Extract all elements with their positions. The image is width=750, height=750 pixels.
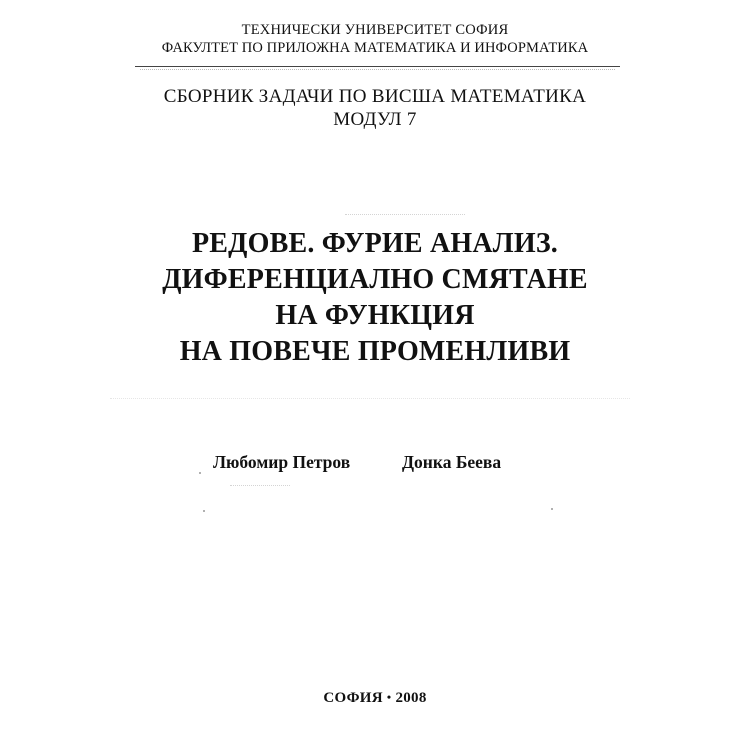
header-divider: [135, 66, 620, 67]
imprint-year: 2008: [395, 690, 427, 706]
scan-speck: [551, 508, 553, 510]
book-title-line-3: НА ФУНКЦИЯ: [275, 300, 475, 331]
book-title-line-4: НА ПОВЕЧЕ ПРОМЕНЛИВИ: [179, 336, 571, 367]
book-title-line-2: ДИФЕРЕНЦИАЛНО СМЯТАНЕ: [162, 264, 588, 295]
scan-noise: [230, 485, 290, 486]
author-name: Донка Беева: [402, 452, 502, 472]
author-name: Любомир Петров: [213, 452, 351, 472]
faculty-name: ФАКУЛТЕТ ПО ПРИЛОЖНА МАТЕМАТИКА И ИНФОРМАТИКА: [161, 40, 589, 56]
scan-noise: [345, 214, 465, 215]
imprint: [0, 690, 750, 707]
scan-speck: [203, 510, 205, 512]
imprint-separator: •: [386, 690, 392, 704]
scan-noise: [110, 398, 630, 399]
header-divider-shadow: [140, 69, 615, 70]
collection-title: СБОРНИК ЗАДАЧИ ПО ВИСША МАТЕМАТИКА: [163, 86, 587, 107]
module-number: МОДУЛ 7: [333, 109, 417, 130]
scan-speck: [199, 472, 201, 474]
university-name: ТЕХНИЧЕСКИ УНИВЕРСИТЕТ СОФИЯ: [241, 22, 509, 38]
book-title-line-1: РЕДОВЕ. ФУРИЕ АНАЛИЗ.: [191, 228, 559, 259]
imprint-city: СОФИЯ: [323, 690, 383, 706]
